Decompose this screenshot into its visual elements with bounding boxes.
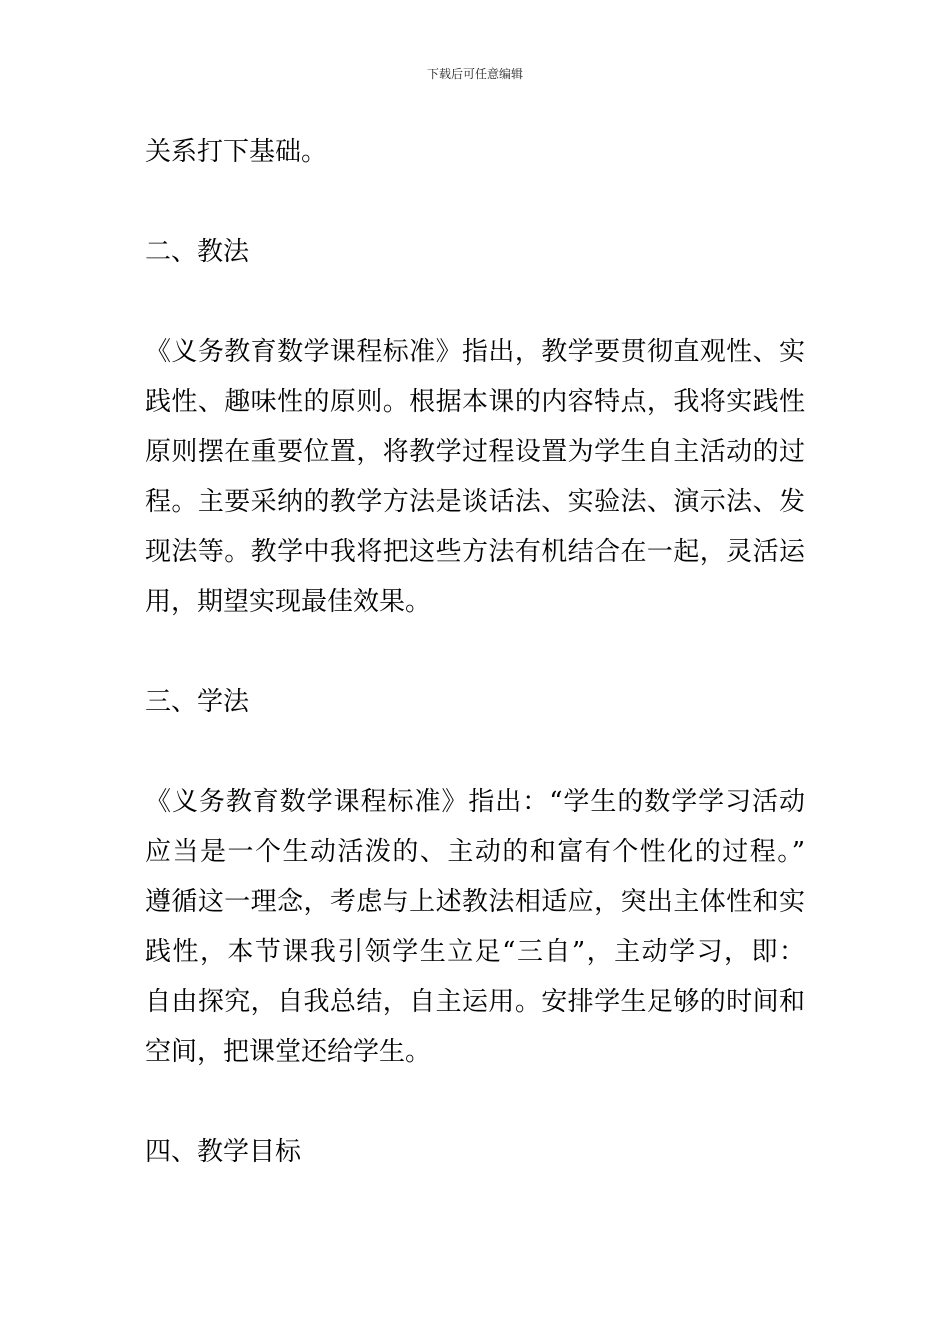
paragraph-teaching-method xyxy=(145,327,810,627)
page-header: 下载后可任意编辑 xyxy=(426,67,523,81)
paragraph-line: 关系打下基础。 xyxy=(145,137,328,167)
paragraph-line: 《义务教育数学课程标准》指出，教学要贯彻直观性、实 xyxy=(145,337,805,367)
paragraph-line: 现法等。教学中我将把这些方法有机结合在一起，灵活运 xyxy=(145,537,805,567)
paragraph-learning-method xyxy=(145,777,810,1077)
paragraph-line: 遵循这一理念，考虑与上述教法相适应，突出主体性和实 xyxy=(145,887,805,917)
paragraph-line: 自由探究，自我总结，自主运用。安排学生足够的时间和 xyxy=(145,987,805,1017)
paragraph-line: 程。主要采纳的教学方法是谈话法、实验法、演示法、发 xyxy=(145,487,805,517)
document-body xyxy=(145,127,810,1177)
paragraph-line: 应当是一个生动活泼的、主动的和富有个性化的过程。” xyxy=(145,837,805,867)
paragraph-line: 空间，把课堂还给学生。 xyxy=(145,1037,432,1067)
section-heading-teaching-objectives: 四、教学目标 xyxy=(145,1137,302,1167)
paragraph-line: 《义务教育数学课程标准》指出：“学生的数学学习活动 xyxy=(145,787,805,817)
section-heading-teaching-method: 二、教法 xyxy=(145,237,250,267)
paragraph-line: 践性、趣味性的原则。根据本课的内容特点，我将实践性 xyxy=(145,387,805,417)
paragraph-line: 践性，本节课我引领学生立足“三自”，主动学习，即： xyxy=(145,937,805,967)
section-heading-learning-method: 三、学法 xyxy=(145,687,250,717)
paragraph-line: 原则摆在重要位置，将教学过程设置为学生自主活动的过 xyxy=(145,437,805,467)
paragraph-line: 用，期望实现最佳效果。 xyxy=(145,587,432,617)
